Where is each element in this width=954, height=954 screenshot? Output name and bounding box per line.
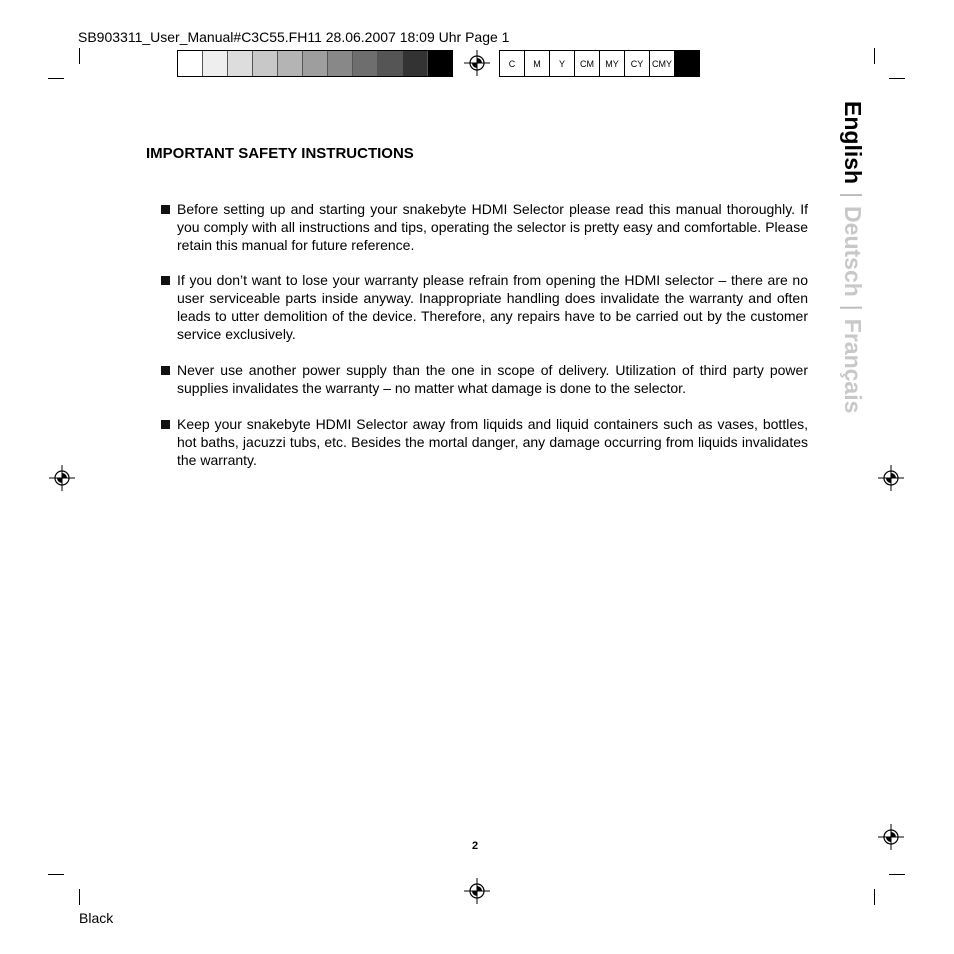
cmyk-swatch-my: MY <box>600 51 625 76</box>
registration-mark-icon <box>464 878 490 904</box>
language-english: English <box>840 101 866 185</box>
language-separator: | <box>840 304 866 311</box>
crop-mark <box>48 874 64 875</box>
square-bullet-icon <box>161 205 170 214</box>
gray-swatch <box>278 51 303 76</box>
page-number: 2 <box>472 840 479 852</box>
language-separator: | <box>840 192 866 199</box>
list-item-text: Keep your snakebyte HDMI Selector away from liquids and liquid containers such as vases, bottles, hot baths, jacuzzi tubs, etc. Besides the mortal danger, any damage occurring from liquids invalidates the warranty. <box>177 416 808 468</box>
gray-swatch <box>178 51 203 76</box>
cmyk-swatch-m: M <box>525 51 550 76</box>
crop-mark <box>79 889 80 905</box>
crop-mark <box>889 874 905 875</box>
plate-label: Black <box>79 910 114 926</box>
list-item-text: Before setting up and starting your snakebyte HDMI Selector please read this manual thoroughly. If you comply with all instructions and tips, operating the selector is pretty easy and comfortable. Please retain this manual for future reference. <box>177 201 808 253</box>
gray-swatch <box>303 51 328 76</box>
square-bullet-icon <box>161 420 170 429</box>
list-item <box>161 361 808 397</box>
registration-mark-icon <box>878 465 904 491</box>
cmyk-swatch-black <box>675 51 699 76</box>
slug-line: SB903311_User_Manual#C3C55.FH11 28.06.2007 18:09 Uhr Page 1 <box>78 29 510 45</box>
gray-swatch <box>378 51 403 76</box>
gray-swatch <box>253 51 278 76</box>
gray-swatch <box>203 51 228 76</box>
registration-mark-icon <box>49 465 75 491</box>
registration-mark-icon <box>464 50 490 76</box>
gray-swatch <box>403 51 428 76</box>
square-bullet-icon <box>161 276 170 285</box>
gray-swatch <box>428 51 452 76</box>
square-bullet-icon <box>161 366 170 375</box>
gray-swatch <box>328 51 353 76</box>
language-deutsch: Deutsch <box>840 206 866 297</box>
gray-swatch <box>228 51 253 76</box>
list-item <box>161 415 808 469</box>
crop-mark <box>874 889 875 905</box>
language-francais: Français <box>840 318 866 414</box>
cmyk-swatch-cmy: CMY <box>650 51 675 76</box>
cmyk-swatch-cy: CY <box>625 51 650 76</box>
crop-mark <box>889 78 905 79</box>
list-item-text: If you don’t want to lose your warranty please refrain from opening the HDMI selector – there are no user serviceable parts inside anyway. Inappropriate handling does invalidate the warranty and often leads to utter demolition of the device. Therefore, any repairs have to be carried out by the customer service exclusively. <box>177 272 808 342</box>
cmyk-swatch-c: C <box>500 51 525 76</box>
crop-mark <box>874 48 875 64</box>
cmyk-color-bar <box>499 50 700 77</box>
grayscale-color-bar <box>177 50 453 77</box>
list-item-text: Never use another power supply than the one in scope of delivery. Utilization of third party power supplies invalidates the warranty – no matter what damage is done to the selector. <box>177 362 808 396</box>
gray-swatch <box>353 51 378 76</box>
crop-mark <box>79 48 80 64</box>
list-item <box>161 271 808 343</box>
section-heading: IMPORTANT SAFETY INSTRUCTIONS <box>146 145 414 162</box>
cmyk-swatch-y: Y <box>550 51 575 76</box>
registration-mark-icon <box>878 824 904 850</box>
crop-mark <box>48 78 64 79</box>
list-item <box>161 200 808 254</box>
language-tab <box>836 101 870 431</box>
cmyk-swatch-cm: CM <box>575 51 600 76</box>
